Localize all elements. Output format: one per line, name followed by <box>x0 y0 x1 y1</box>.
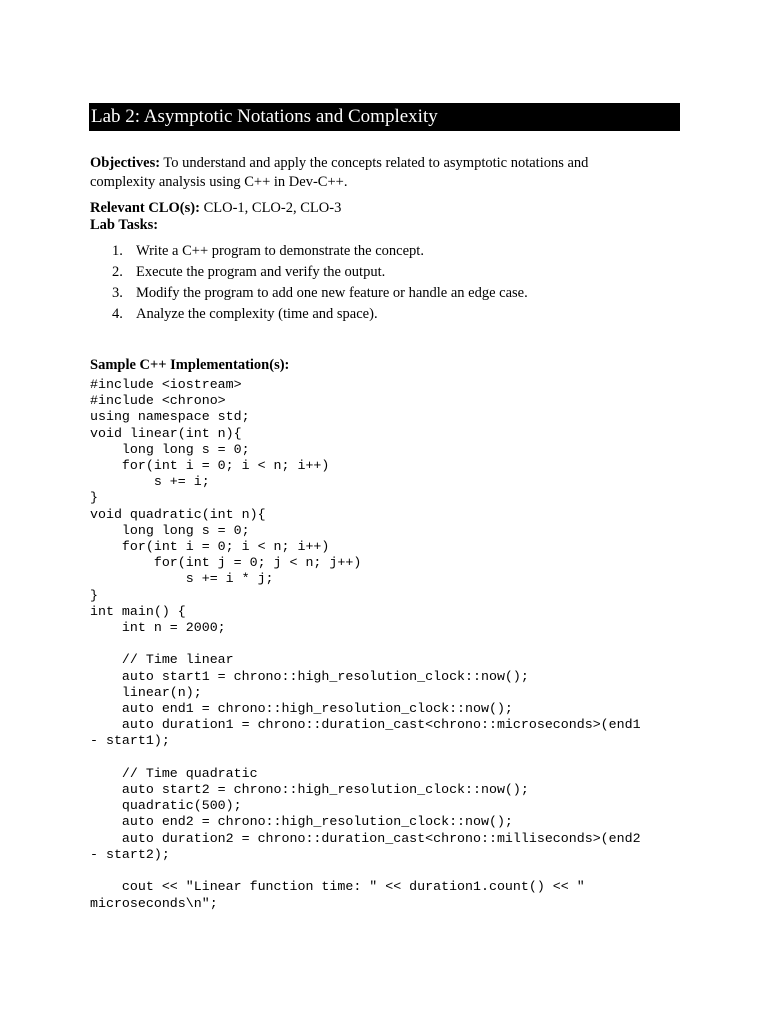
task-number: 2. <box>112 264 123 280</box>
sample-implementation-label: Sample C++ Implementation(s): <box>90 357 290 373</box>
task-item <box>112 262 528 283</box>
clo-label: Relevant CLO(s): <box>90 200 200 216</box>
lab-tasks-heading <box>90 216 158 235</box>
code-listing: #include <iostream> #include <chrono> using namespace std; void linear(int n){ long long s = 0; for(int i = 0; i < n; i++) s += i; } void quadratic(int n){ long long s = 0; for(int i = 0; i < n; i++) for(int j = 0; j < n; j++) s += i * j; } int main() { int n = 2000; // Time linear auto start1 = chrono::high_resolution_clock::now(); linear(n); auto end1 = chrono::high_resolution_clock::now(); auto duration1 = chrono::duration_cast<chrono::microseconds>(end1 - start1); // Time quadratic auto start2 = chrono::high_resolution_clock::now(); quadratic(500); auto end2 = chrono::high_resolution_clock::now(); auto duration2 = chrono::duration_cast<chrono::milliseconds>(end2 - start2); cout << "Linear function time: " << duration1.count() << " microseconds\n"; <box>90 377 641 911</box>
task-item <box>112 304 528 325</box>
objectives-text: To understand and apply the concepts related to asymptotic notations and complexity analysis using C++ in Dev-C++. <box>90 155 589 190</box>
task-item <box>112 283 528 304</box>
task-text: Write a C++ program to demonstrate the concept. <box>136 243 424 259</box>
objectives-paragraph <box>90 154 650 192</box>
clo-text: CLO-1, CLO-2, CLO-3 <box>199 200 342 216</box>
lab-tasks-label: Lab Tasks: <box>90 217 159 233</box>
task-item <box>112 241 528 262</box>
task-list <box>112 241 528 325</box>
task-text: Analyze the complexity (time and space). <box>136 306 378 322</box>
task-number: 1. <box>112 243 123 259</box>
task-number: 4. <box>112 306 123 322</box>
task-number: 3. <box>112 285 123 301</box>
task-text: Modify the program to add one new feature or handle an edge case. <box>136 285 528 301</box>
task-text: Execute the program and verify the output. <box>136 264 386 280</box>
sample-implementation-heading <box>90 356 289 375</box>
lab-title: Lab 2: Asymptotic Notations and Complexity <box>89 103 680 131</box>
objectives-label: Objectives: <box>90 155 161 171</box>
